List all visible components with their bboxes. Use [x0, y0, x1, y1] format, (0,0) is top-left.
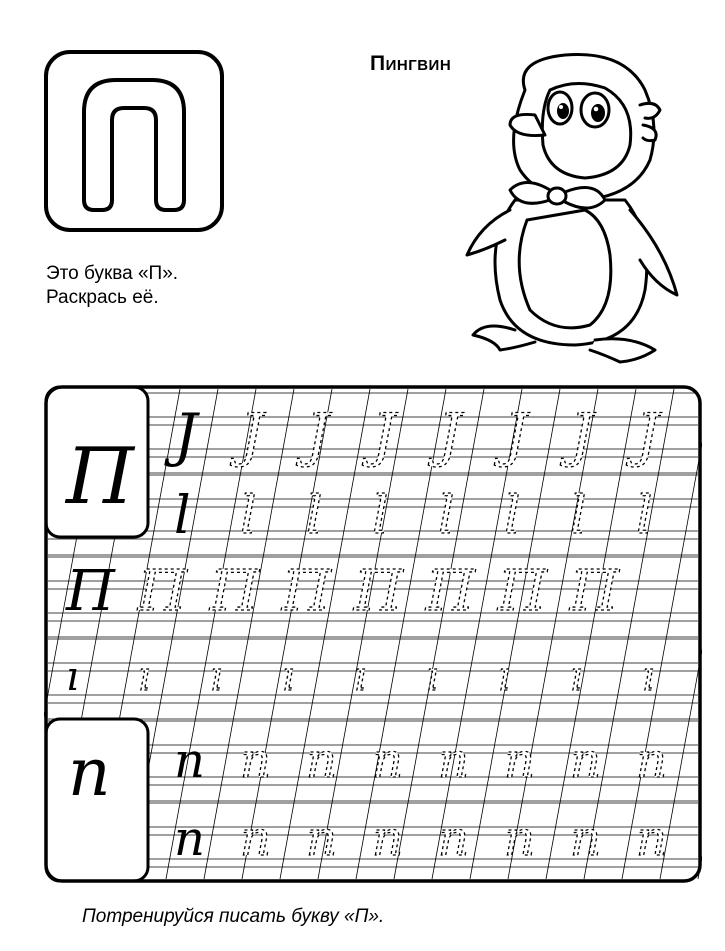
word-rest: ИНГВИН	[385, 57, 452, 74]
trace-glyph: J	[438, 401, 462, 469]
sample-uppercase-letter: П	[66, 432, 135, 522]
trace-glyph: J	[240, 401, 264, 469]
trace-glyph: l	[306, 486, 323, 546]
trace-glyph: П	[354, 559, 403, 624]
trace-glyph: ı	[282, 654, 295, 700]
trace-glyph: n	[504, 811, 535, 867]
trace-glyph: ı	[66, 654, 79, 700]
slant-line	[584, 389, 674, 879]
trace-glyph: n	[636, 811, 667, 867]
trace-glyph: П	[282, 559, 331, 624]
trace-glyph: l	[240, 486, 257, 546]
writing-practice-grid	[44, 385, 702, 883]
letter-card	[44, 50, 224, 232]
trace-glyph: J	[504, 401, 528, 469]
trace-glyph: l	[174, 486, 191, 546]
trace-glyph: n	[372, 811, 403, 867]
trace-glyph: n	[372, 733, 403, 789]
trace-glyph: П	[570, 559, 619, 624]
trace-glyph: n	[438, 733, 469, 789]
trace-glyph: ı	[138, 654, 151, 700]
word-first-letter: П	[370, 52, 386, 75]
trace-glyph: J	[306, 401, 330, 469]
trace-glyph: n	[306, 733, 337, 789]
trace-glyph: n	[306, 811, 337, 867]
trace-glyph: П	[426, 559, 475, 624]
trace-glyph: l	[636, 486, 653, 546]
trace-glyph: n	[438, 811, 469, 867]
trace-glyph: П	[210, 559, 259, 624]
trace-glyph: l	[372, 486, 389, 546]
trace-glyph: ı	[570, 654, 583, 700]
trace-glyph: n	[174, 811, 205, 867]
slant-line	[622, 389, 702, 879]
caption-line-1: Это буква «П».	[46, 263, 179, 284]
trace-glyph: n	[570, 733, 601, 789]
trace-glyph: ı	[498, 654, 511, 700]
caption-line-2: Раскрась её.	[46, 287, 159, 308]
trace-glyph: П	[66, 559, 115, 624]
trace-glyph: ı	[426, 654, 439, 700]
trace-glyph: J	[636, 401, 660, 469]
trace-glyph: J	[570, 401, 594, 469]
slant-line	[660, 389, 702, 879]
trace-glyph: П	[498, 559, 547, 624]
trace-glyph: l	[504, 486, 521, 546]
trace-glyph: ı	[642, 654, 655, 700]
word-title	[370, 52, 451, 76]
trace-glyph: J	[174, 401, 198, 469]
footer-instruction: Потренируйся писать букву «П».	[82, 906, 385, 927]
trace-glyph: ı	[354, 654, 367, 700]
sample-lowercase-letter: п	[68, 734, 111, 811]
trace-glyph: ı	[210, 654, 223, 700]
trace-glyph: n	[504, 733, 535, 789]
trace-glyph: П	[138, 559, 187, 624]
trace-glyph: n	[636, 733, 667, 789]
trace-glyph: n	[570, 811, 601, 867]
trace-glyph: n	[240, 733, 271, 789]
caption	[46, 262, 178, 310]
trace-glyph: l	[570, 486, 587, 546]
slant-line	[356, 389, 446, 879]
trace-glyph: l	[438, 486, 455, 546]
penguin-illustration	[455, 50, 695, 370]
trace-glyph: n	[240, 811, 271, 867]
trace-glyph: J	[372, 401, 396, 469]
trace-glyph: n	[174, 733, 205, 789]
